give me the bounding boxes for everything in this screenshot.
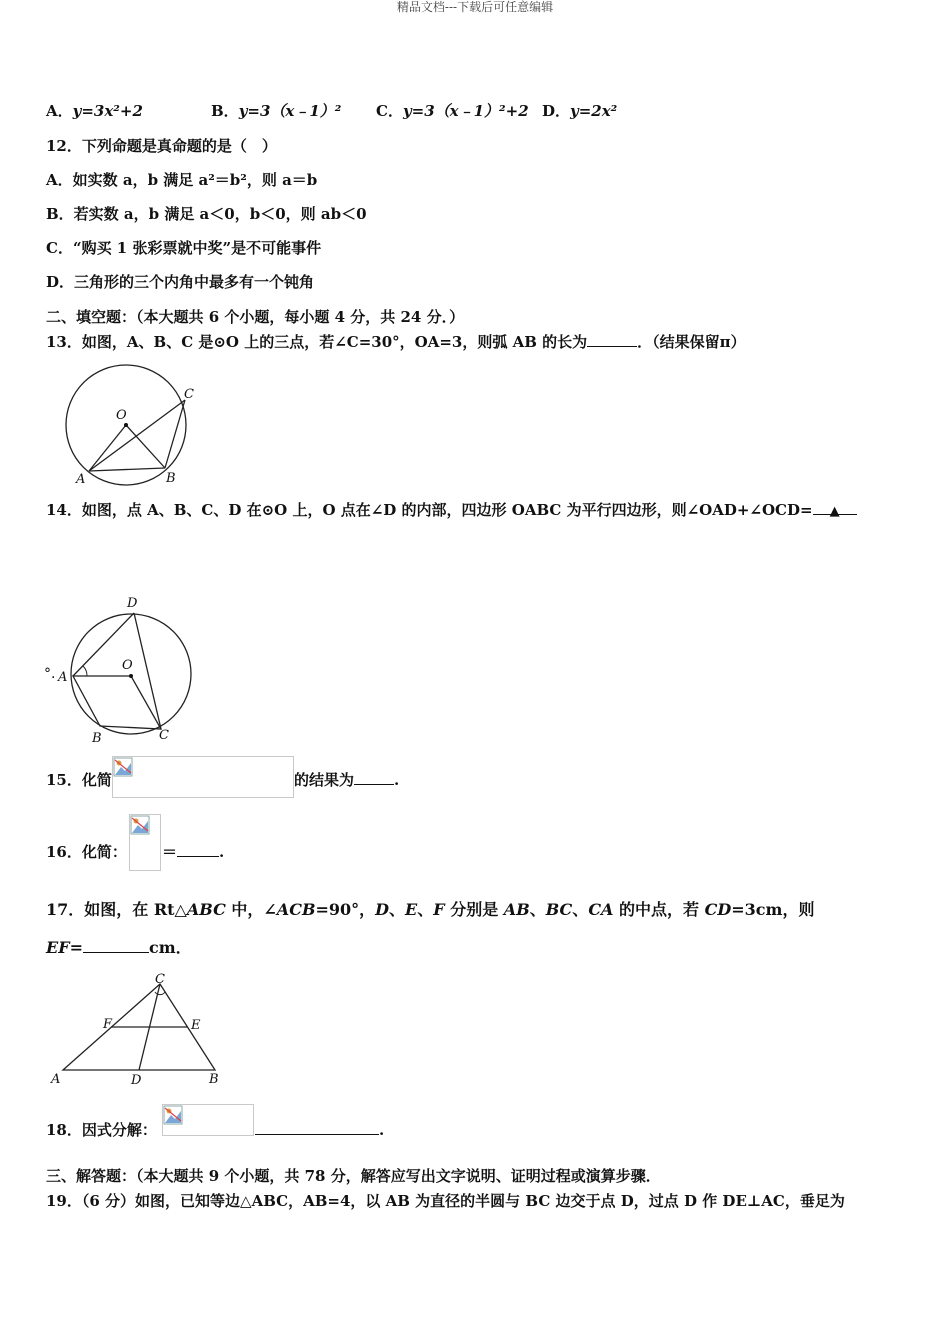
q16-suffix: ＝ . <box>162 843 225 861</box>
q13-label-o: O <box>116 408 127 423</box>
q13-answer-blank <box>587 332 637 347</box>
q14-label-c: C <box>159 728 169 743</box>
q11-option-c: C．y=3（x﹣1）²+2 <box>376 102 529 120</box>
q19-text: 19．（6 分）如图，已知等边△ABC，AB=4，以 AB 为直径的半圆与 BC 边交于点 D，过点 D 作 DE⊥AC，垂足为 <box>46 1192 845 1210</box>
q17-label-a: A <box>51 1072 61 1087</box>
q14-answer-blank: ▲ <box>813 500 857 515</box>
q17-label-c: C <box>155 972 165 987</box>
q17-line1: 17．如图，在 Rt△ABC 中，∠ACB=90°，D、E、F 分别是 AB、BC、CA 的中点，若 CD=3cm，则 <box>46 900 815 919</box>
q11-option-a: A．y=3x²+2 <box>46 102 143 120</box>
page-header: 精品文档---下载后可任意编辑 <box>396 0 554 14</box>
q14-figure <box>55 590 200 745</box>
q17-label-d: D <box>131 1073 142 1088</box>
q18-answer-line: . <box>255 1120 384 1140</box>
q13-label-a: A <box>76 472 86 487</box>
q18-expression-image <box>162 1104 254 1136</box>
q14-label-d: D <box>127 596 138 611</box>
q12-option-a: A．如实数 a，b 满足 a²＝b²，则 a＝b <box>46 171 318 189</box>
q15-prefix: 15．化简 <box>46 771 112 789</box>
q16-prefix: 16．化简： <box>46 843 127 861</box>
section-3-heading: 三、解答题：（本大题共 9 个小题，共 78 分，解答应写出文字说明、证明过程或演算步骤． <box>46 1167 661 1185</box>
q12-option-c: C．“购买 1 张彩票就中奖”是不可能事件 <box>46 239 322 257</box>
q11-option-b: B．y=3（x﹣1）² <box>211 102 342 120</box>
broken-image-icon <box>130 815 150 835</box>
q11-options <box>46 101 926 121</box>
q13-label-c: C <box>184 387 194 402</box>
q14-label-a: A <box>58 670 68 685</box>
q16-expression-image <box>129 814 161 871</box>
q15-answer-blank <box>354 770 394 785</box>
q13-figure <box>60 360 205 488</box>
q17-answer-blank <box>83 938 149 953</box>
broken-image-icon <box>163 1105 183 1125</box>
q12-option-b: B．若实数 a，b 满足 a＜0，b＜0，则 ab＜0 <box>46 205 367 223</box>
q17-line2: EF= cm． <box>46 938 192 957</box>
q18-prefix: 18．因式分解： <box>46 1121 157 1139</box>
q18-answer-blank <box>255 1120 379 1135</box>
q11-option-d: D．y=2x² <box>542 102 618 120</box>
q16-answer-blank <box>177 842 219 857</box>
q17-label-e: E <box>191 1018 201 1033</box>
q14-label-o: O <box>122 658 133 673</box>
q17-figure <box>45 970 230 1090</box>
q12-stem: 12．下列命题是真命题的是（ ） <box>46 137 277 155</box>
q14-trailing-degree: °. <box>44 666 56 682</box>
q15-expression-image <box>112 756 294 798</box>
q13-label-b: B <box>166 471 176 486</box>
broken-image-icon <box>113 757 133 777</box>
section-2-heading: 二、填空题：（本大题共 6 个小题，每小题 4 分，共 24 分．） <box>46 308 465 326</box>
q15-suffix: 的结果为 . <box>294 771 400 789</box>
q14-label-b: B <box>92 731 102 745</box>
q17-label-f: F <box>103 1017 113 1032</box>
q17-label-b: B <box>209 1072 219 1087</box>
q13-text: 13．如图，A、B、C 是⊙O 上的三点，若∠C=30°，OA=3，则弧 AB 的长为 ．（结果保留π） <box>46 333 746 351</box>
q14-text: 14．如图，点 A、B、C、D 在⊙O 上，O 点在∠D 的内部，四边形 OABC 为平行四边形，则∠OAD+∠OCD= ▲ <box>46 500 857 520</box>
q12-option-d: D．三角形的三个内角中最多有一个钝角 <box>46 273 315 291</box>
